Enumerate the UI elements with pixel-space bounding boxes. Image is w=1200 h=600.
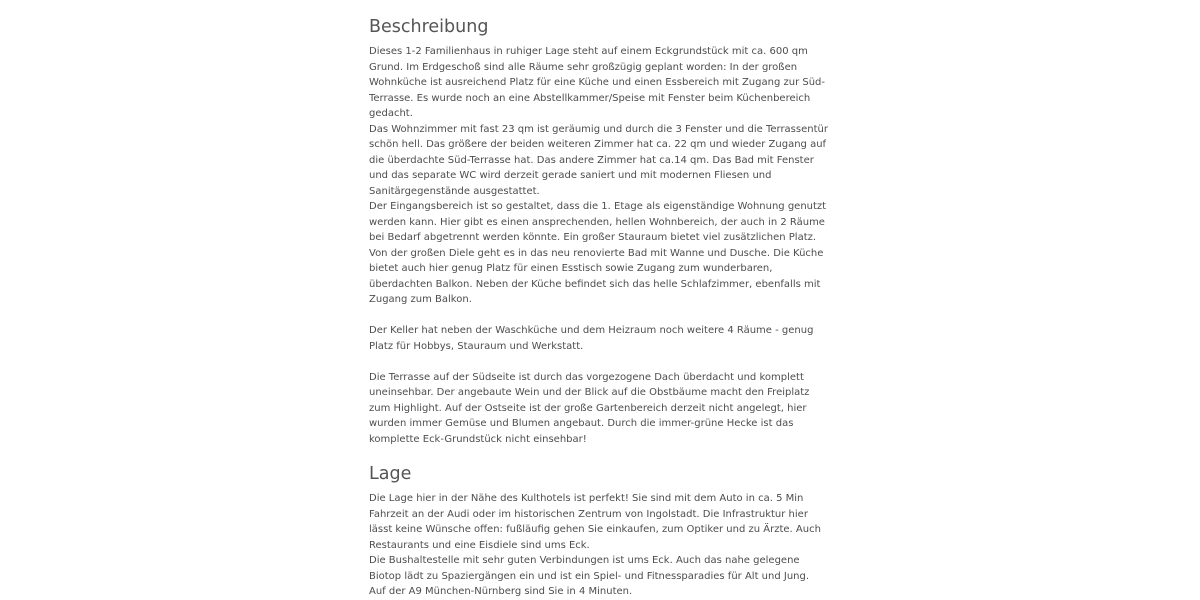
- paragraph: Die Lage hier in der Nähe des Kulthotels ist perfekt! Sie sind mit dem Auto in ca. 5 Min Fahrzeit an der Audi oder im historischen Zentrum von Ingolstadt. Die Infrastruktur hier lässt keine Wünsche offen: fußläufig gehen Sie einkaufen, zum Optiker und zu Ärzte. Auch Restaurants und eine Eisdiele sind ums Eck.: [369, 493, 821, 551]
- paragraph: Die Bushaltestelle mit sehr guten Verbindungen ist ums Eck. Auch das nahe gelegene Biotop lädt zu Spaziergängen ein und ist ein Spiel- und Fitnessparadies für Alt und Jung.: [369, 555, 810, 582]
- paragraph: Die Terrasse auf der Südseite ist durch das vorgezogene Dach überdacht und komplett uneinsehbar. Der angebaute Wein und der Blick auf die Obstbäume macht den Freiplatz zum Highlight. Auf der Ostseite ist der große Gartenbereich derzeit nicht angelegt, hier wurden immer Gemüse und Blumen angebaut. Durch die immer-grüne Hecke ist das komplette Eck-Grundstück nicht einsehbar!: [369, 371, 810, 445]
- paragraph: Dieses 1-2 Familienhaus in ruhiger Lage steht auf einem Eckgrundstück mit ca. 600 qm Grund. Im Erdgeschoß sind alle Räume sehr großzügig geplant worden: In der großen Wohnküche ist ausreichend Platz für eine Küche und einen Essbereich mit Zugang zur Süd-Terrasse. Es wurde noch an eine Abstellkammer/Speise mit Fenster beim Küchenbereich gedacht.: [369, 46, 826, 119]
- paragraph: Das Wohnzimmer mit fast 23 qm ist geräumig und durch die 3 Fenster und die Terrassentür schön hell. Das größere der beiden weiteren Zimmer hat ca. 22 qm und wieder Zugang auf die überdachte Süd-Terrasse hat. Das andere Zimmer hat ca.14 qm. Das Bad mit Fenster und das separate WC wird derzeit gerade saniert und mit modernen Fliesen und Sanitärgegenstände ausgestattet.: [369, 123, 828, 197]
- section-lage: [369, 461, 831, 600]
- paragraph: Der Keller hat neben der Waschküche und dem Heizraum noch weitere 4 Räume - genug Platz für Hobbys, Stauraum und Werkstatt.: [369, 325, 814, 352]
- section-title-beschreibung: Beschreibung: [369, 17, 489, 37]
- paragraph: Der Eingangsbereich ist so gestaltet, dass die 1. Etage als eigenständige Wohnung genutzt werden kann. Hier gibt es einen ansprechenden, hellen Wohnbereich, der auch in 2 Räume bei Bedarf abgetrennt werden könnte. Ein großer Stauraum bietet viel zusätzlichen Platz. Von der großen Diele geht es in das neu renovierte Bad mit Wanne und Dusche. Die Küche bietet auch hier genug Platz für einen Esstisch sowie Zugang zum wunderbaren, überdachten Balkon. Neben der Küche befindet sich das helle Schlafzimmer, ebenfalls mit Zugang zum Balkon.: [369, 201, 827, 305]
- section-title-lage: Lage: [369, 464, 412, 484]
- section-body-beschreibung: [369, 44, 831, 447]
- section-beschreibung: [369, 14, 831, 447]
- section-body-lage: [369, 491, 831, 600]
- paragraph: Auf der A9 München-Nürnberg sind Sie in 4 Minuten.: [369, 586, 633, 597]
- content-column: [369, 14, 831, 600]
